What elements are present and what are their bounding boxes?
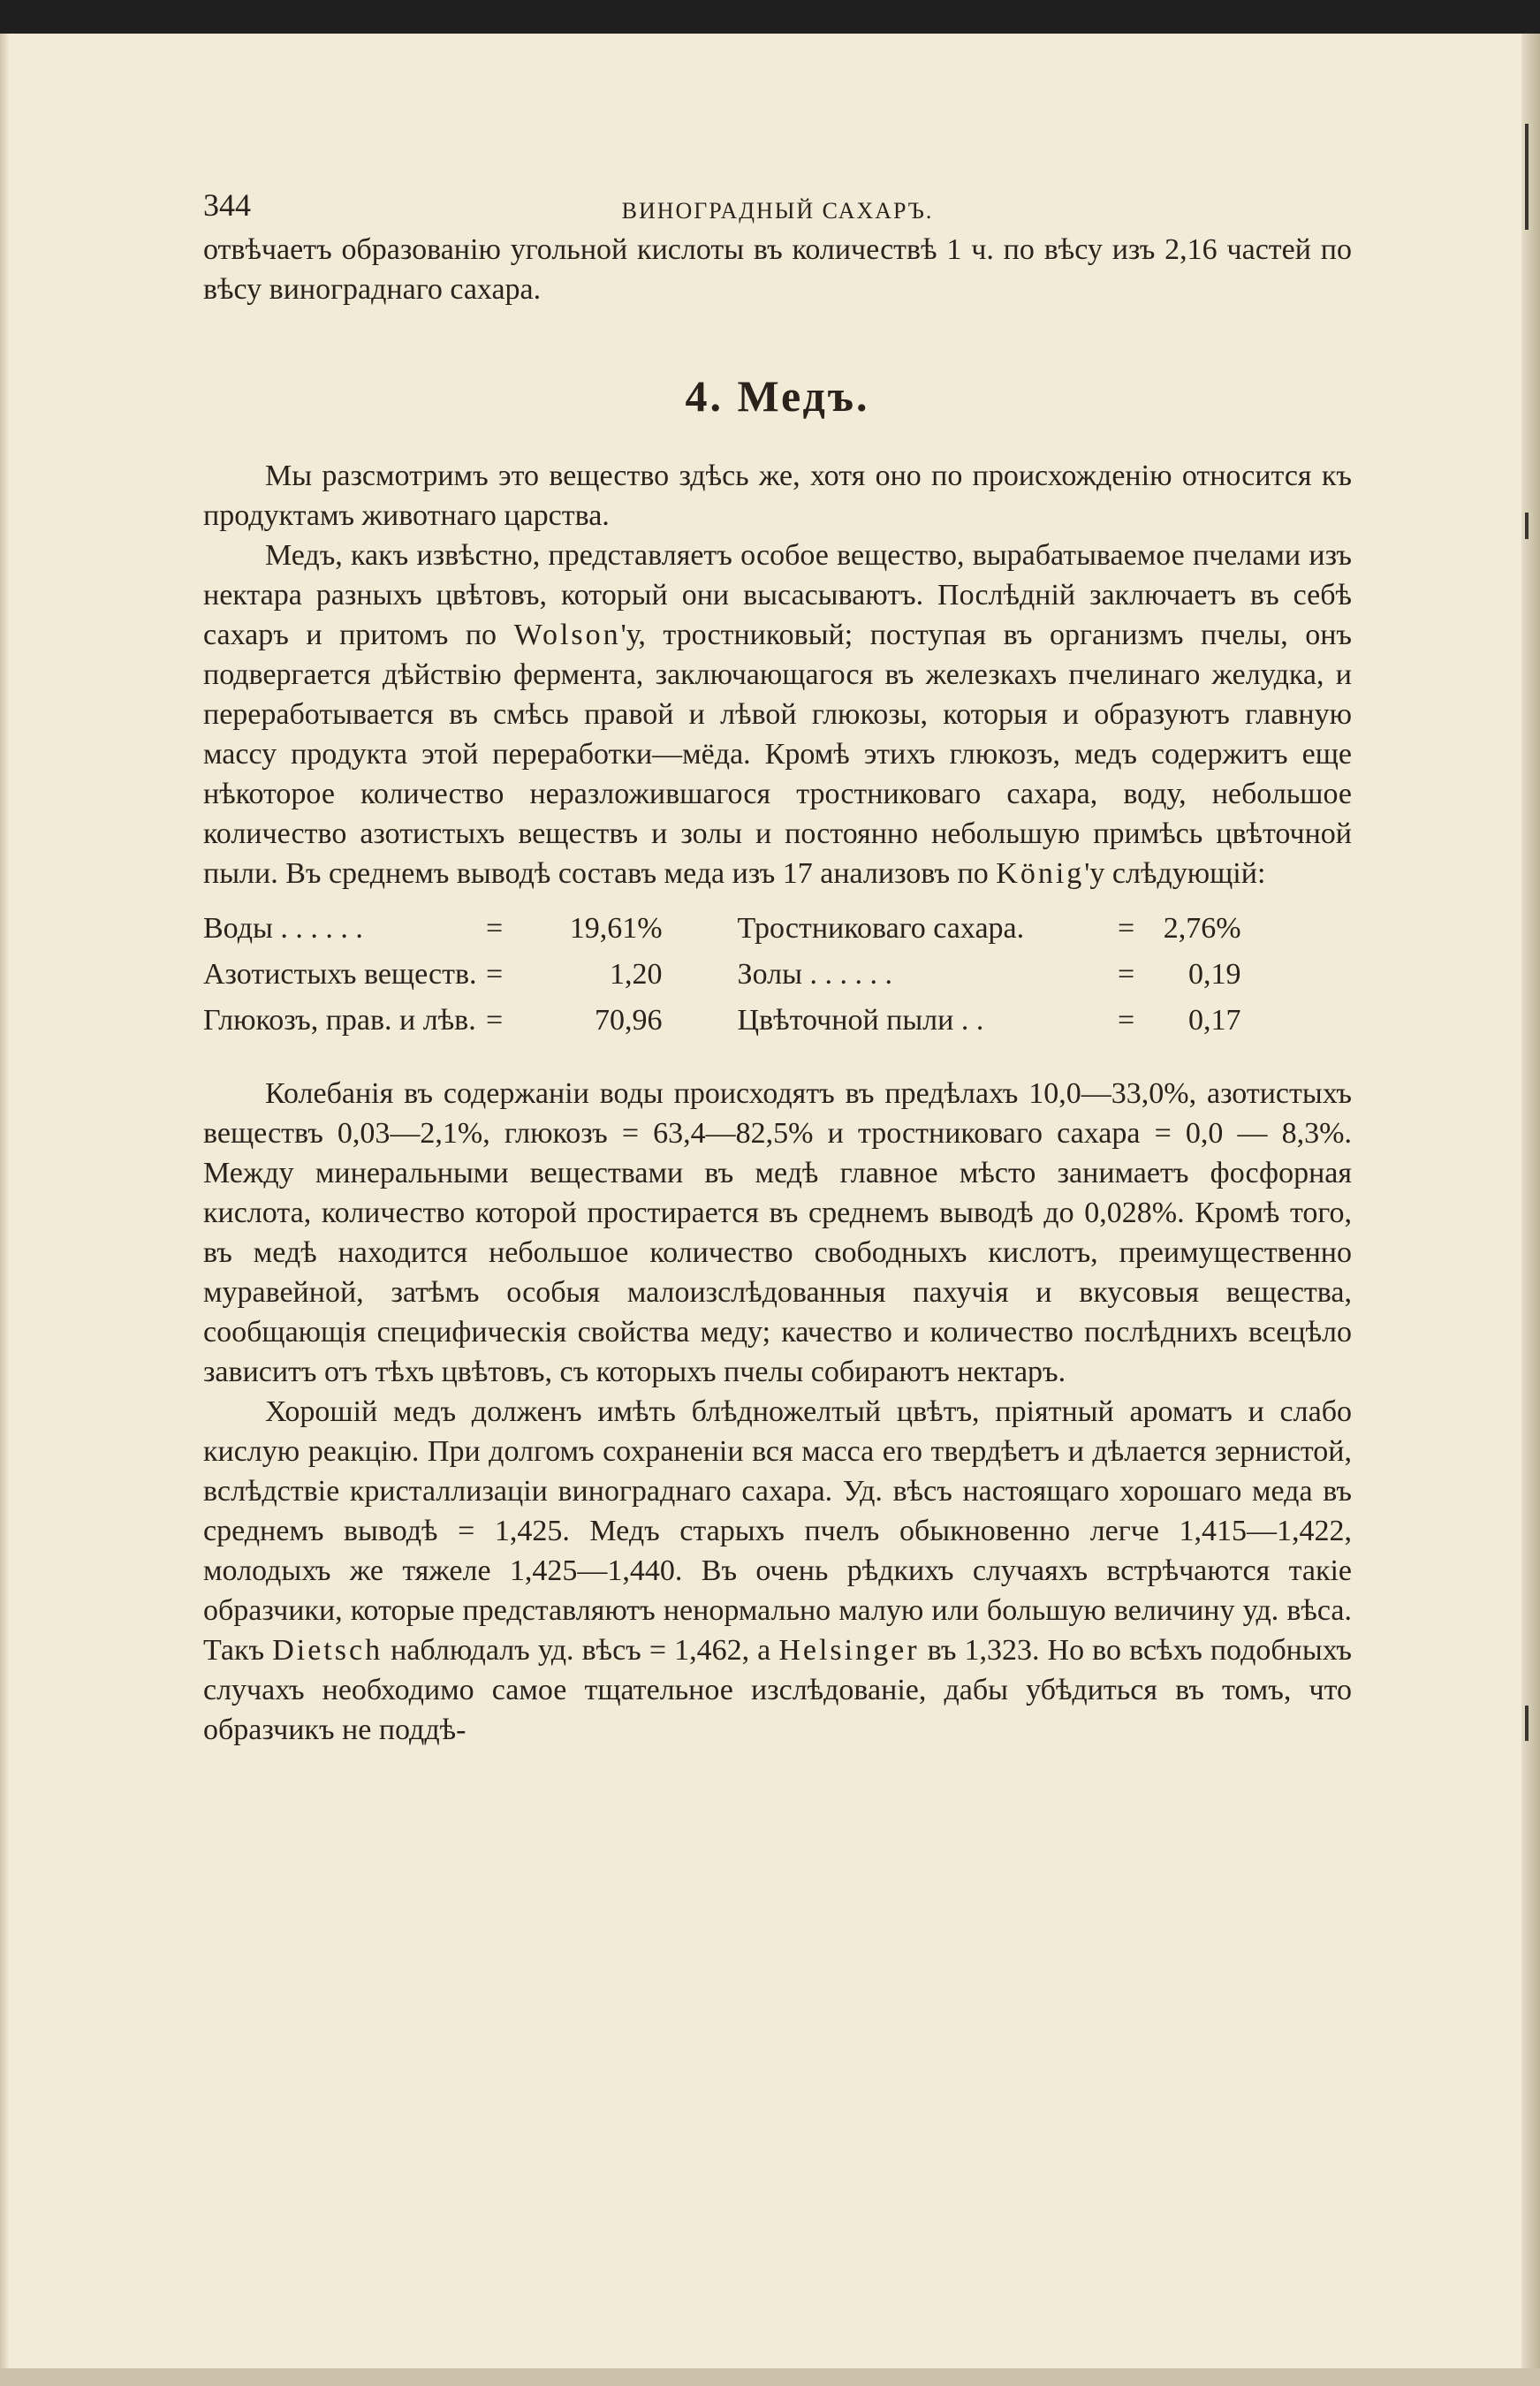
composition-value: 0,19 — [1188, 958, 1241, 991]
equals-sign: = — [485, 912, 504, 945]
composition-label: Тростниковаго сахара. — [737, 912, 1025, 945]
page-header — [203, 186, 1352, 230]
running-head: ВИНОГРАДНЫЙ САХАРЪ. — [621, 198, 934, 224]
composition-value: 0,17 — [1188, 1004, 1241, 1037]
scan-top-border — [0, 0, 1540, 34]
paragraph-2-text-c: 'у слѣдующій: — [1084, 857, 1266, 890]
paragraph-3: Колебанія въ содержаніи воды происходятъ въ предѣлахъ 10,0—33,0%, азотистыхъ веществъ 0,03—2,1%, глюкозъ = 63,4—82,5% и тростниковаго сахара = 0,0 — 8,3%. Между минеральными веществами въ медѣ главное мѣсто занимаетъ фосфорная кислота, количество которой простирается въ среднемъ выводѣ до 0,028%. Кромѣ того, въ медѣ находится небольшое количество свободныхъ кислотъ, преимущественно муравейной, затѣмъ особыя малоизслѣдованныя пахучія и вкусовыя вещества, сообщающія специфическія свойства меду; качество и количество послѣднихъ всецѣло зависитъ отъ тѣхъ цвѣтовъ, съ которыхъ пчелы собираютъ нектаръ. — [203, 1077, 1352, 1388]
paragraph-4-text-c: въ 1,323. Но во всѣхъ подобныхъ случахъ необходимо самое тщательное изслѣдованіе, дабы убѣдиться въ томъ, что образчикъ не поддѣ- — [203, 1634, 1352, 1746]
intro-paragraph: отвѣчаетъ образованію угольной кислоты въ количествѣ 1 ч. по вѣсу изъ 2,16 частей по вѣсу винограднаго сахара. — [203, 233, 1352, 306]
author-name-wolson: Wolson — [513, 619, 621, 651]
equals-sign: = — [485, 1004, 504, 1037]
book-page — [203, 186, 1352, 1750]
scan-left-margin — [0, 34, 9, 2386]
section-title: 4. Медъ. — [685, 371, 870, 421]
composition-label: Воды . . . . . . — [203, 912, 363, 945]
composition-value: 70,96 — [595, 1004, 663, 1037]
paragraph-2 — [203, 536, 1352, 893]
table-row — [203, 906, 1241, 952]
table-row — [203, 952, 1241, 998]
edge-mark — [1525, 513, 1529, 539]
author-name-dietsch: Dietsch — [272, 1634, 383, 1667]
composition-value: 19,61% — [569, 912, 663, 945]
page-number: 344 — [203, 187, 251, 223]
composition-label: Глюкозъ, прав. и лѣв. — [203, 1004, 476, 1037]
composition-label: Цвѣточной пыли . . — [737, 1004, 984, 1037]
paragraph-4-text-b: наблюдалъ уд. вѣсъ = 1,462, а — [383, 1634, 779, 1667]
scan-bottom-border — [0, 2368, 1540, 2386]
paragraph-2-text-b: 'у, тростниковый; поступая въ организмъ пчелы, онъ подвергается дѣйствію фермента, заключающагося въ железкахъ пчелинаго желудка, и переработывается въ смѣсь правой и лѣвой глюкозы, которыя и образуютъ главную массу продукта этой переработки—мёда. Кромѣ этихъ глюкозъ, медъ содержитъ еще нѣкоторое количество неразложившагося тростниковаго сахара, воду, небольшое количество азотистыхъ веществъ и золы и постоянно небольшую примѣсь цвѣточной пыли. Въ среднемъ выводѣ составъ меда изъ 17 анализовъ по — [203, 619, 1352, 890]
scan-right-edge — [1521, 34, 1540, 2386]
paragraph-1: Мы разсмотримъ это вещество здѣсь же, хотя оно по происхожденію относится къ продуктамъ животнаго царства. — [203, 460, 1352, 532]
table-row — [203, 998, 1241, 1044]
edge-mark — [1525, 1706, 1529, 1741]
composition-value: 1,20 — [610, 958, 663, 991]
edge-mark — [1525, 124, 1529, 230]
composition-value: 2,76% — [1163, 912, 1241, 945]
author-name-helsinger: Helsinger — [778, 1634, 920, 1667]
paragraph-2-text-a: Медъ, какъ извѣстно, представляетъ особое вещество, вырабатываемое пчелами изъ нектара разныхъ цвѣтовъ, который они высасываютъ. Послѣдній заключаетъ въ себѣ сахаръ и притомъ по — [203, 539, 1352, 651]
author-name-konig: König — [996, 857, 1085, 890]
honey-composition-table — [203, 906, 1241, 1044]
equals-sign: = — [1117, 958, 1135, 991]
paragraph-4 — [203, 1392, 1352, 1750]
equals-sign: = — [485, 958, 504, 991]
equals-sign: = — [1117, 1004, 1135, 1037]
composition-label: Азотистыхъ веществ. — [203, 958, 477, 991]
paragraph-4-text-a: Хорошій медъ долженъ имѣть блѣдножелтый цвѣтъ, пріятный ароматъ и слабо кислую реакцію. При долгомъ сохраненіи вся масса его твердѣетъ и дѣлается зернистой, вслѣдствіе кристаллизаціи винограднаго сахара. Уд. вѣсъ настоящаго хорошаго меда въ среднемъ выводѣ = 1,425. Медъ старыхъ пчелъ обыкновенно легче 1,415—1,422, молодыхъ же тяжеле 1,425—1,440. Въ очень рѣдкихъ случаяхъ встрѣчаются такіе образчики, которые представляютъ ненормально малую или большую величину уд. вѣса. Такъ — [203, 1395, 1352, 1667]
composition-label: Золы . . . . . . — [737, 958, 892, 991]
equals-sign: = — [1117, 912, 1135, 945]
